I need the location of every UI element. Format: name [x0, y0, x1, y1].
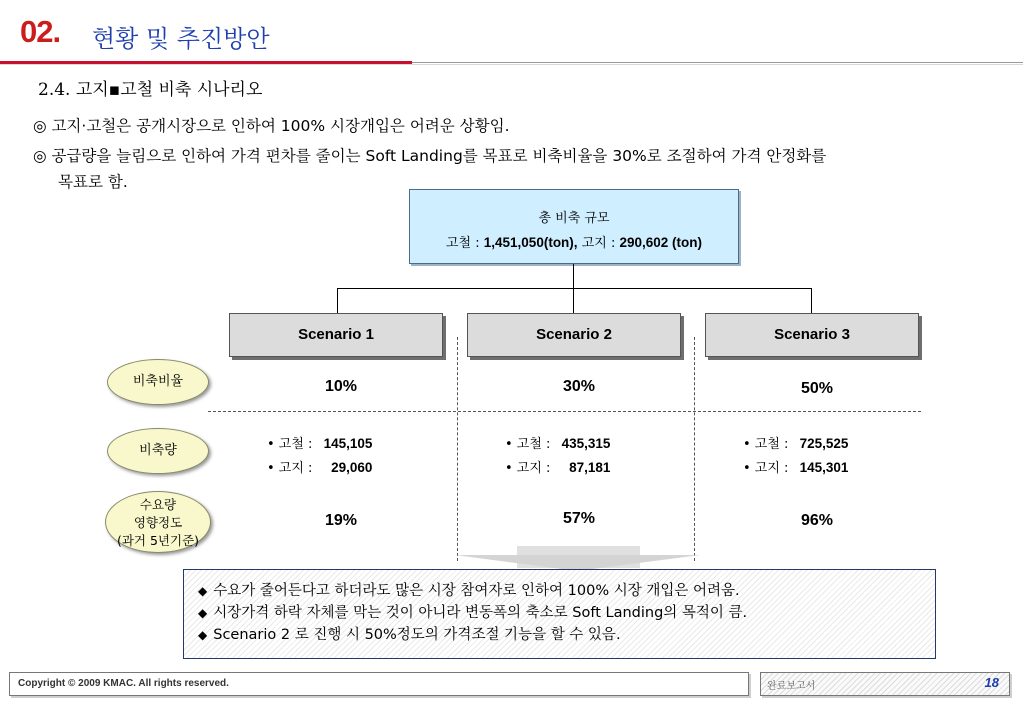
- page-title: 현황 및 추진방안: [92, 25, 270, 53]
- scenario-2-ratio: 30%: [562, 378, 596, 395]
- total-scrap-value: 1,451,050(ton),: [483, 235, 578, 250]
- row-label-impact: [105, 491, 211, 553]
- row-label-amount: 비축량: [107, 428, 209, 474]
- scenario-2-paper: • 고지 : 87,181: [505, 460, 611, 476]
- section-number: 02.: [20, 14, 61, 49]
- scenario-3-paper: • 고지 : 145,301: [743, 460, 849, 476]
- scenario-1-scrap: • 고철 : 145,105: [267, 436, 373, 452]
- footer-doc-label: 완료보고서: [767, 681, 816, 692]
- scenario-2-impact: 57%: [562, 510, 596, 527]
- total-reserve-box: [409, 189, 739, 264]
- total-paper-value: 290,602 (ton): [619, 235, 703, 250]
- conclusion-item-2: ◆ 시장가격 하락 자체를 막는 것이 아니라 변동폭의 축소로 Soft Landing의 목적이 큼.: [198, 605, 748, 621]
- scenario-3-ratio: 50%: [800, 380, 834, 397]
- scenario-3-scrap: • 고철 : 725,525: [743, 436, 849, 452]
- scenario-1-amounts: [267, 432, 372, 480]
- connector-trunk: [573, 264, 574, 288]
- scenario-1-paper: • 고지 : 29,060: [267, 460, 373, 476]
- connector-horizontal: [337, 288, 812, 289]
- scenario-1-ratio: 10%: [324, 378, 358, 395]
- header-rule-light: [0, 64, 1023, 65]
- column-separator-1: [457, 337, 458, 561]
- diamond-bullet-icon: ◆: [198, 628, 208, 642]
- page-number: 18: [984, 675, 999, 690]
- total-scrap-label: 고철 :: [445, 236, 480, 251]
- scenario-3-header: Scenario 3: [705, 313, 919, 357]
- column-separator-2: [694, 337, 695, 561]
- section-subtitle: 2.4. 고지▪고철 비축 시나리오: [38, 80, 263, 100]
- footer-copyright: Copyright © 2009 KMAC. All rights reserved.: [9, 672, 749, 696]
- scenario-1-impact: 19%: [324, 512, 358, 529]
- connector-branch-1: [337, 288, 338, 313]
- header-rule-gray: [412, 62, 1023, 63]
- row-label-impact-line1: 수요량: [139, 497, 177, 512]
- connector-branch-3: [811, 288, 812, 313]
- total-paper-label: 고지 :: [581, 236, 616, 251]
- diamond-bullet-icon: ◆: [198, 606, 208, 620]
- total-reserve-title: 총 비축 규모: [538, 211, 610, 226]
- scenario-3-impact: 96%: [800, 512, 834, 529]
- connector-branch-2: [573, 288, 574, 313]
- scenario-2-scrap: • 고철 : 435,315: [505, 436, 611, 452]
- conclusion-item-3: ◆ Scenario 2 로 진행 시 50%정도의 가격조절 기능을 할 수 있음.: [198, 627, 621, 643]
- scenario-2-amounts: [505, 432, 610, 480]
- scenario-3-amounts: [743, 432, 848, 480]
- row-separator: [208, 411, 921, 412]
- footer-page-box: [760, 672, 1010, 696]
- scenario-2-header: Scenario 2: [467, 313, 681, 357]
- bullet-line-2: ◎ 공급량을 늘림으로 인하여 가격 편차를 줄이는 Soft Landing를 목표로 비축비율을 30%로 조절하여 가격 안정화를: [33, 147, 827, 165]
- bullet-line-2-continued: 목표로 함.: [58, 173, 128, 191]
- row-label-impact-line3: (과거 5년기준): [116, 533, 200, 548]
- conclusion-box: [183, 569, 936, 659]
- diamond-bullet-icon: ◆: [198, 584, 208, 598]
- conclusion-item-1: ◆ 수요가 줄어든다고 하더라도 많은 시장 참여자로 인하여 100% 시장 개입은 어려움.: [198, 583, 740, 599]
- scenario-1-header: Scenario 1: [229, 313, 443, 357]
- total-reserve-values: [410, 232, 738, 251]
- row-label-impact-line2: 영향정도: [133, 515, 183, 530]
- row-label-ratio: 비축비율: [107, 359, 209, 405]
- bullet-line-1: ◎ 고지·고철은 공개시장으로 인하여 100% 시장개입은 어려운 상황임.: [33, 117, 510, 135]
